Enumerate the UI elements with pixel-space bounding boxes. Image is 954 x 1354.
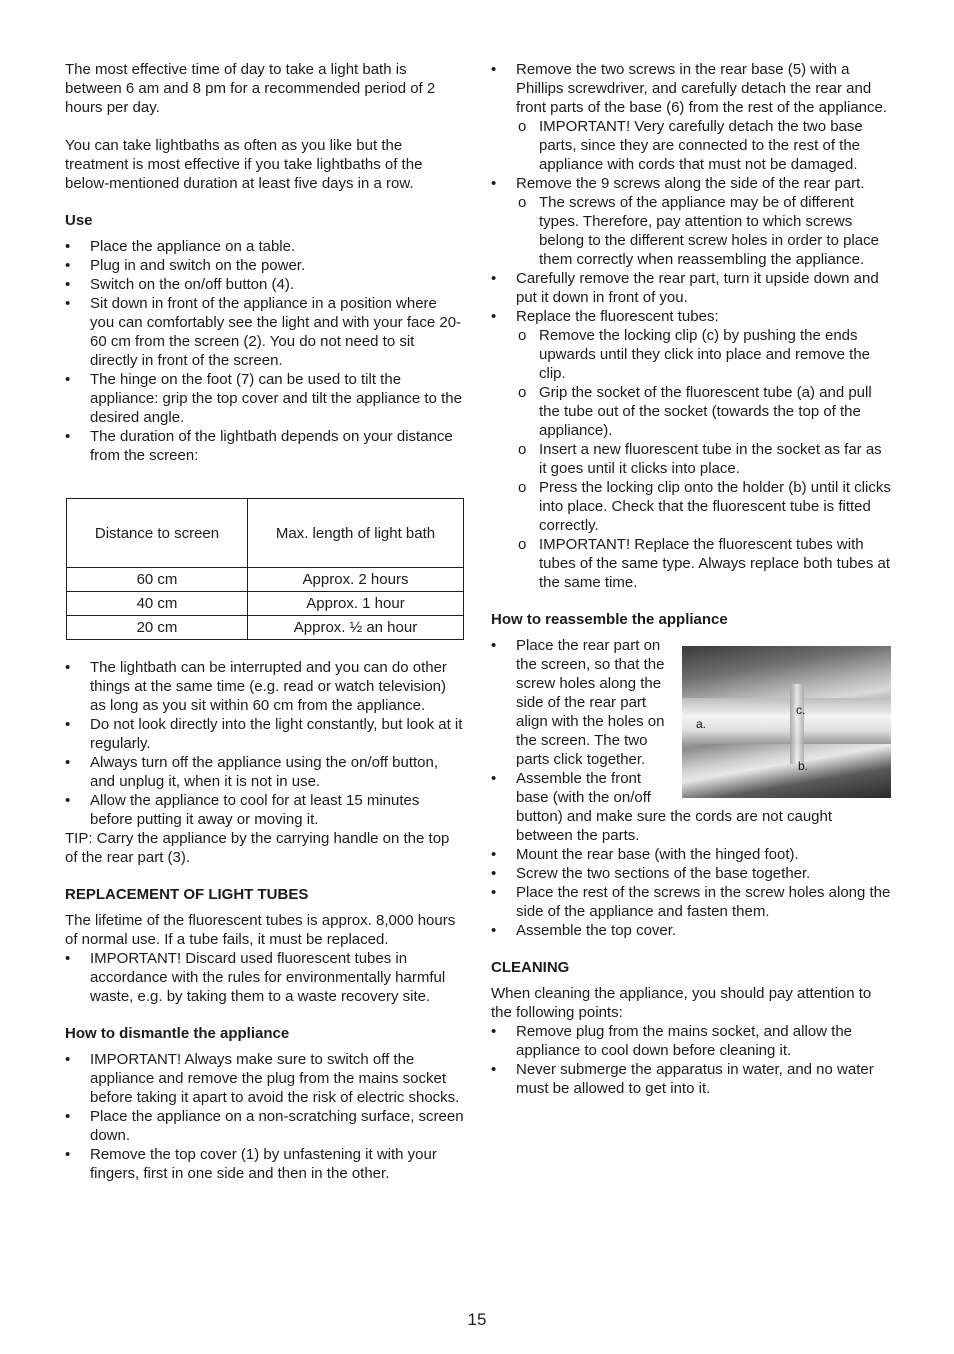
intro-paragraph-2: You can take lightbaths as often as you like but the treatment is most effective if you take lightbaths of the below-mentioned duration at least five days in a row.	[65, 137, 423, 192]
dismantle-item: • Remove the top cover (1) by unfastening it with your fingers, first in one side and then in the other.	[65, 1145, 465, 1183]
use-item: • Plug in and switch on the power.	[65, 256, 465, 275]
dismantle-item: • IMPORTANT! Always make sure to switch off the appliance and remove the plug from the mains socket before taking it apart to avoid the risk of electric shocks.	[65, 1050, 465, 1107]
table-cell: Approx. ½ an hour	[248, 616, 464, 640]
dismantle-heading: How to dismantle the appliance	[65, 1025, 290, 1042]
cleaning-heading: CLEANING	[491, 959, 570, 976]
table-row	[67, 568, 464, 592]
reassemble-item: • Screw the two sections of the base together.	[491, 864, 891, 883]
cleaning-item: • Never submerge the apparatus in water, and no water must be allowed to get into it.	[491, 1060, 891, 1098]
reassemble-section	[491, 636, 891, 940]
reassemble-item: • Place the rear part on the screen, so that the screw holes along the side of the rear part align with the holes on the screen. The two parts click together.	[491, 636, 891, 769]
step-text: Carefully remove the rear part, turn it upside down and put it down in front of you.	[516, 270, 879, 306]
dismantle-step	[491, 269, 891, 307]
table-cell: 40 cm	[67, 592, 248, 616]
reassemble-list	[491, 636, 891, 940]
table-header-row	[67, 499, 464, 568]
sub-item: o Grip the socket of the fluorescent tube (a) and pull the tube out of the socket (towards the top of the appliance).	[516, 383, 891, 440]
sub-list	[516, 326, 891, 592]
sub-item: o Remove the locking clip (c) by pushing the ends upwards until they click into place and remove the clip.	[516, 326, 891, 383]
left-column	[65, 60, 465, 1183]
use-item: • Sit down in front of the appliance in a position where you can comfortably see the light and with your face 20-60 cm from the screen (2). You do not need to sit directly in front of the screen.	[65, 294, 465, 370]
cleaning-text: When cleaning the appliance, you should pay attention to the following points:	[491, 985, 872, 1021]
sub-list	[516, 117, 891, 174]
replacement-heading: REPLACEMENT OF LIGHT TUBES	[65, 886, 309, 903]
sub-item: o IMPORTANT! Very carefully detach the two base parts, since they are connected to the rest of the appliance with cords that must not be damaged.	[516, 117, 891, 174]
use-list	[65, 237, 465, 465]
replacement-list	[65, 949, 465, 1006]
table-header-cell: Max. length of light bath	[248, 499, 464, 568]
reassemble-item: • Assemble the front base (with the on/off button) and make sure the cords are not caught between the parts.	[491, 769, 891, 845]
right-column	[491, 60, 891, 1098]
table-cell: 60 cm	[67, 568, 248, 592]
dismantle-step	[491, 60, 891, 174]
intro-paragraph-1: The most effective time of day to take a light bath is between 6 am and 8 pm for a recommended period of 2 hours per day.	[65, 61, 436, 116]
tip-text: TIP: Carry the appliance by the carrying handle on the top of the rear part (3).	[65, 830, 450, 866]
replacement-item: • IMPORTANT! Discard used fluorescent tubes in accordance with the rules for environmentally harmful waste, e.g. by taking them to a waste recovery site.	[65, 949, 465, 1006]
table-row	[67, 592, 464, 616]
sub-item: o The screws of the appliance may be of different types. Therefore, pay attention to which screws belong to the different screw holes in order to place them correctly when reassembling the appliance.	[516, 193, 891, 269]
reassemble-heading: How to reassemble the appliance	[491, 611, 728, 628]
photo-label-b: b.	[798, 759, 809, 773]
light-bath-table	[66, 498, 464, 640]
use-item: • Place the appliance on a table.	[65, 237, 465, 256]
sub-list	[516, 193, 891, 269]
use-heading: Use	[65, 212, 93, 229]
sub-item: o Insert a new fluorescent tube in the socket as far as it goes until it clicks into place.	[516, 440, 891, 478]
photo-label-c: c.	[796, 703, 806, 717]
after-item: • Always turn off the appliance using the on/off button, and unplug it, when it is not in use.	[65, 753, 465, 791]
sub-item: o IMPORTANT! Replace the fluorescent tubes with tubes of the same type. Always replace both tubes at the same time.	[516, 535, 891, 592]
sub-item: o Press the locking clip onto the holder (b) until it clicks into place. Check that the fluorescent tube is fitted correctly.	[516, 478, 891, 535]
step-text: Replace the fluorescent tubes:	[516, 308, 719, 325]
table-row	[67, 616, 464, 640]
after-table-list	[65, 658, 465, 829]
dismantle-step	[491, 174, 891, 269]
cleaning-item: • Remove plug from the mains socket, and allow the appliance to cool down before cleaning it.	[491, 1022, 891, 1060]
reassemble-item: • Assemble the top cover.	[491, 921, 891, 940]
cleaning-list	[491, 1022, 891, 1098]
reassemble-item: • Place the rest of the screws in the screw holes along the side of the appliance and fasten them.	[491, 883, 891, 921]
after-item: • The lightbath can be interrupted and you can do other things at the same time (e.g. read or watch television) as long as you sit within 60 cm from the appliance.	[65, 658, 465, 715]
photo-label-a: a.	[696, 717, 707, 731]
dismantle-continued-list	[491, 60, 891, 592]
use-item: • The hinge on the foot (7) can be used to tilt the appliance: grip the top cover and tilt the appliance to the desired angle.	[65, 370, 465, 427]
dismantle-list	[65, 1050, 465, 1183]
after-item: • Do not look directly into the light constantly, but look at it regularly.	[65, 715, 465, 753]
use-item: • The duration of the lightbath depends on your distance from the screen:	[65, 427, 465, 465]
page-number: 15	[467, 1310, 487, 1329]
table-header-cell: Distance to screen	[67, 499, 248, 568]
table-cell: Approx. 2 hours	[248, 568, 464, 592]
table-cell: 20 cm	[67, 616, 248, 640]
reassemble-item: • Mount the rear base (with the hinged foot).	[491, 845, 891, 864]
use-item: • Switch on the on/off button (4).	[65, 275, 465, 294]
after-item: • Allow the appliance to cool for at least 15 minutes before putting it away or moving it.	[65, 791, 465, 829]
step-text: Remove the two screws in the rear base (5) with a Phillips screwdriver, and carefully detach the rear and front parts of the base (6) from the rest of the appliance.	[516, 61, 888, 116]
step-text: Remove the 9 screws along the side of the rear part.	[516, 175, 865, 192]
table-cell: Approx. 1 hour	[248, 592, 464, 616]
replacement-text: The lifetime of the fluorescent tubes is approx. 8,000 hours of normal use. If a tube fails, it must be replaced.	[65, 912, 456, 948]
dismantle-item: • Place the appliance on a non-scratching surface, screen down.	[65, 1107, 465, 1145]
dismantle-step	[491, 307, 891, 592]
